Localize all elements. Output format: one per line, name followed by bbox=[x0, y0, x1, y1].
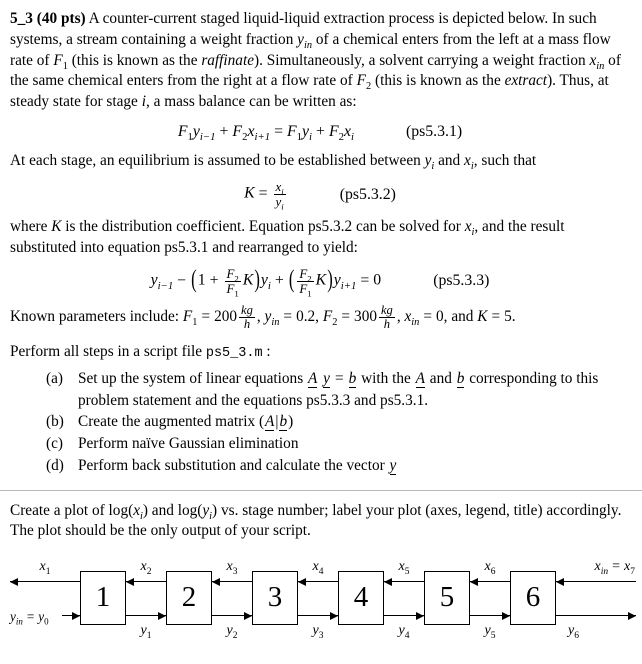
task-item-c-marker: (c) bbox=[46, 435, 63, 453]
equation-ps5-3-3-label: (ps5.3.3) bbox=[433, 272, 490, 290]
x4-left-arrow bbox=[298, 581, 338, 582]
x6-left-arrow bbox=[470, 581, 510, 582]
task-item-b bbox=[46, 411, 630, 433]
label-x4: $x_4$ bbox=[312, 559, 324, 577]
extraction-process-diagram bbox=[10, 551, 636, 651]
task-item-a-text: Set up the system of linear equations A y = b with the A and b corresponding to this problem statement and the equations ps5.3.3 and ps5.3.1. bbox=[78, 369, 599, 409]
equation-ps5-3-2-label: (ps5.3.2) bbox=[339, 185, 396, 203]
task-item-d-text: Perform back substitution and calculate the vector y bbox=[78, 456, 397, 474]
label-x6: $x_6$ bbox=[484, 559, 496, 577]
distribution-coefficient-paragraph: where K is the distribution coefficient. Equation ps5.3.2 can be solved for $x_i$, and the result substituted into equation ps5.3.1 and rearranged to yield: bbox=[10, 218, 565, 257]
stage-number-1: 1 bbox=[95, 581, 111, 614]
label-yin-y0: $y_{in} = y_0$ bbox=[10, 609, 49, 627]
task-item-d bbox=[46, 455, 630, 477]
script-file-instruction: Perform all steps in a script file ps5_3.m : bbox=[10, 342, 271, 361]
x1-left-arrow bbox=[10, 581, 80, 582]
known-parameters-paragraph: Known parameters include: $F_1 = 200$ $\frac{kg}{h}$ , $y_{in} = 0.2$, $F_2 = 300$ $\frac{kg}{h}$ , $x_{in} = 0$, and K = 5. bbox=[10, 303, 516, 332]
label-y2: $y_2$ bbox=[226, 623, 238, 641]
y6-right-arrow bbox=[556, 615, 636, 616]
stage-box-6 bbox=[510, 571, 556, 625]
y5-right-arrow bbox=[470, 615, 510, 616]
y3-right-arrow bbox=[298, 615, 338, 616]
yin-right-arrow bbox=[62, 615, 80, 616]
y2-right-arrow bbox=[212, 615, 252, 616]
task-item-b-text: Create the augmented matrix (A|b) bbox=[78, 413, 294, 431]
task-item-a bbox=[46, 368, 630, 411]
stage-number-5: 5 bbox=[439, 581, 455, 614]
label-y4: $y_4$ bbox=[398, 623, 410, 641]
stream-segment-left bbox=[10, 551, 80, 651]
task-item-c bbox=[46, 433, 630, 455]
stream-segment-3-4 bbox=[298, 551, 338, 651]
task-item-c-text: Perform naïve Gaussian elimination bbox=[78, 435, 299, 453]
task-list bbox=[46, 368, 630, 477]
stream-segment-2-3 bbox=[212, 551, 252, 651]
equation-ps5-3-3 bbox=[10, 263, 630, 299]
label-y5: $y_5$ bbox=[484, 623, 496, 641]
stage-box-2 bbox=[166, 571, 212, 625]
x2-left-arrow bbox=[126, 581, 166, 582]
stage-number-3: 3 bbox=[267, 581, 283, 614]
xin-left-arrow bbox=[556, 581, 636, 582]
label-x2: $x_2$ bbox=[140, 559, 152, 577]
label-y6: $y_6$ bbox=[568, 623, 579, 641]
equation-ps5-3-2-body: K = $\frac{x_i}{y_i}$ bbox=[244, 179, 284, 212]
stage-number-4: 4 bbox=[353, 581, 369, 614]
stage-box-1 bbox=[80, 571, 126, 625]
x3-left-arrow bbox=[212, 581, 252, 582]
task-item-a-marker: (a) bbox=[46, 369, 63, 387]
equation-ps5-3-2 bbox=[10, 179, 630, 212]
label-y1: $y_1$ bbox=[140, 623, 152, 641]
stream-segment-right bbox=[556, 551, 636, 651]
equation-ps5-3-1 bbox=[10, 121, 630, 142]
stream-segment-4-5 bbox=[384, 551, 424, 651]
stage-box-3 bbox=[252, 571, 298, 625]
stage-number-6: 6 bbox=[525, 581, 541, 614]
x5-left-arrow bbox=[384, 581, 424, 582]
stage-box-4 bbox=[338, 571, 384, 625]
stream-segment-5-6 bbox=[470, 551, 510, 651]
label-y3: $y_3$ bbox=[312, 623, 324, 641]
task-item-b-marker: (b) bbox=[46, 413, 64, 431]
y1-right-arrow bbox=[126, 615, 166, 616]
plot-instruction-paragraph: Create a plot of $\log(x_i)$ and $\log(y_i)$ vs. stage number; label your plot (axes, legend, title) accordingly. The plot should be the only output of your script. bbox=[10, 501, 622, 540]
section-divider bbox=[0, 490, 642, 491]
label-x5: $x_5$ bbox=[398, 559, 410, 577]
equation-ps5-3-1-body: $F_1y_{i-1} + F_2x_{i+1} = F_1y_i + F_2x_i$ bbox=[177, 122, 354, 144]
equation-ps5-3-3-body: $y_{i-1} - (1$ + $\frac{F_2}{F_1}$ $K)y_i$ + ( $\frac{F_2}{F_1}$ $K)y_{i+1} = 0$ bbox=[150, 263, 382, 299]
problem-statement-intro: 5_3 (40 pts) A counter-current staged liquid-liquid extraction process is depicted below. In such systems, a stream containing a weight fraction $y_{in}$ of a chemical enters from the left at a mass flow rate of $F_1$ (this is known as the raffinate). Simultaneously, a solvent carrying a weight fraction $x_{in}$ of the same chemical enters from the right at a flow rate of $F_2$ (this is known as the extract). Thus, at steady state for stage i, a mass balance can be written as: bbox=[10, 10, 621, 111]
label-x1: $x_1$ bbox=[39, 559, 51, 577]
stage-number-2: 2 bbox=[181, 581, 197, 614]
y4-right-arrow bbox=[384, 615, 424, 616]
task-item-d-marker: (d) bbox=[46, 456, 64, 474]
equation-ps5-3-1-label: (ps5.3.1) bbox=[405, 122, 463, 140]
equilibrium-paragraph: At each stage, an equilibrium is assumed to be established between $y_i$ and $x_i$, such that bbox=[10, 152, 537, 173]
stage-box-5 bbox=[424, 571, 470, 625]
stream-segment-1-2 bbox=[126, 551, 166, 651]
label-x3: $x_3$ bbox=[226, 559, 238, 577]
label-xin-x7: $x_{in} = x_7$ bbox=[594, 559, 635, 577]
